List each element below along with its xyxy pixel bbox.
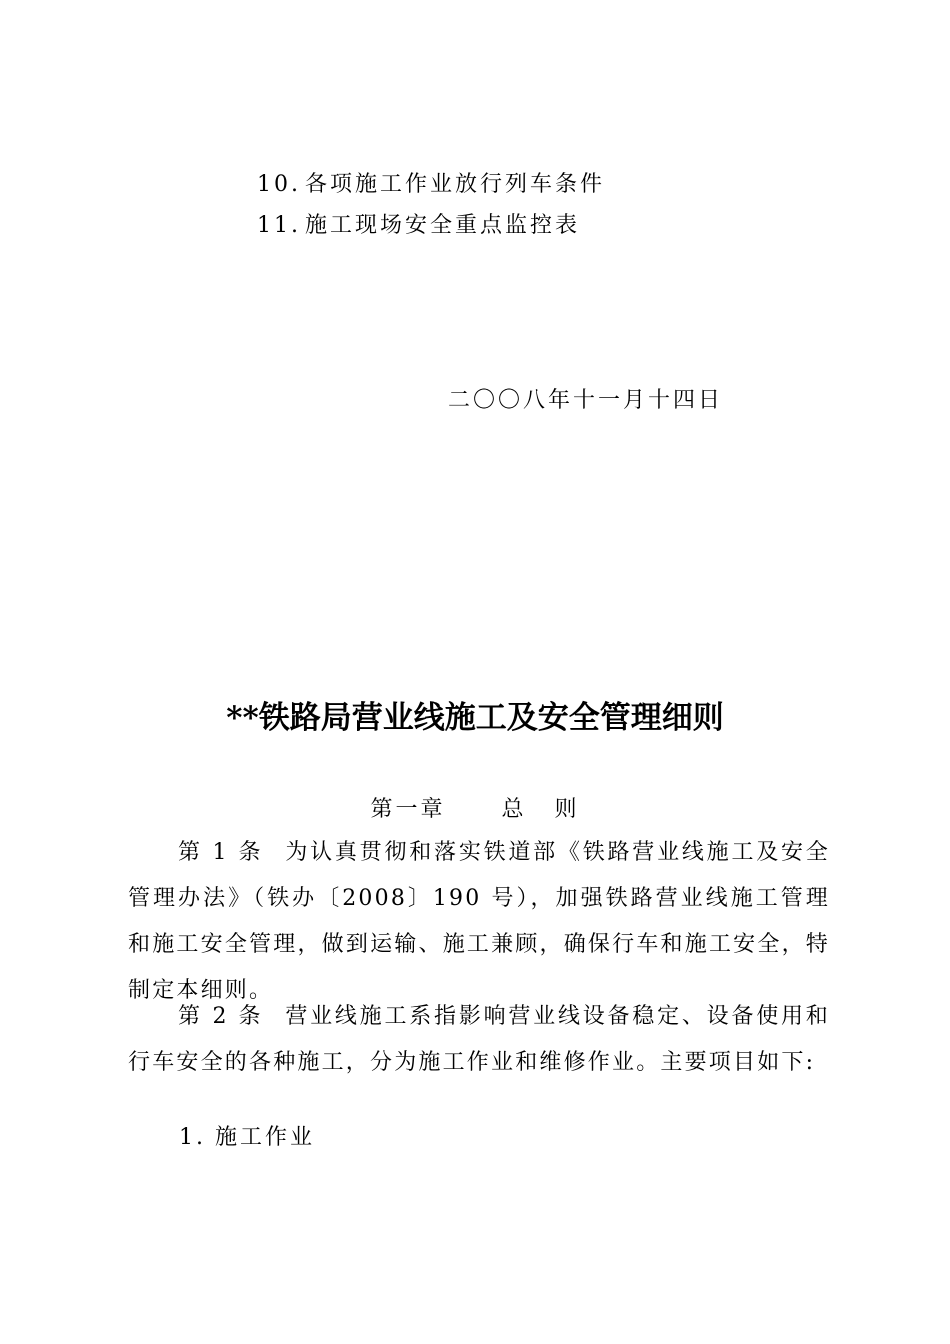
article-text: 为认真贯彻和落实铁道部《铁路营业线施工及安全管理办法》（铁办〔2008〕190 号），加强铁路营业线施工管理和施工安全管理，做到运输、施工兼顾，确保行车和施工安全，特制定本细则。 (128, 840, 831, 1003)
sub-list-item-number: 1. (179, 1125, 206, 1150)
list-item-text: 施工现场安全重点监控表 (305, 213, 581, 238)
document-title: **铁路局营业线施工及安全管理细则 (226, 700, 724, 736)
list-item (257, 170, 605, 200)
chapter-heading (0, 795, 950, 825)
list-item-number: 11. (257, 213, 301, 238)
sub-list-item-text: 施工作业 (215, 1125, 316, 1150)
article-number: 第 1 条 (178, 840, 264, 865)
article-number: 第 2 条 (178, 1004, 264, 1029)
list-item (257, 211, 580, 241)
article-text: 营业线施工系指影响营业线设备稳定、设备使用和行车安全的各种施工，分为施工作业和维修作业。主要项目如下: (128, 1004, 831, 1075)
chapter-name-part2: 则 (554, 797, 580, 822)
list-item-number: 10. (257, 172, 301, 197)
chapter-name-part1: 总 (501, 797, 527, 822)
document-date: 二〇〇八年十一月十四日 (448, 388, 724, 413)
chapter-label: 第一章 (370, 797, 446, 822)
sub-list-item (179, 1123, 315, 1153)
article-1 (128, 830, 830, 1014)
list-item-text: 各项施工作业放行列车条件 (305, 172, 606, 197)
article-2 (128, 994, 830, 1086)
